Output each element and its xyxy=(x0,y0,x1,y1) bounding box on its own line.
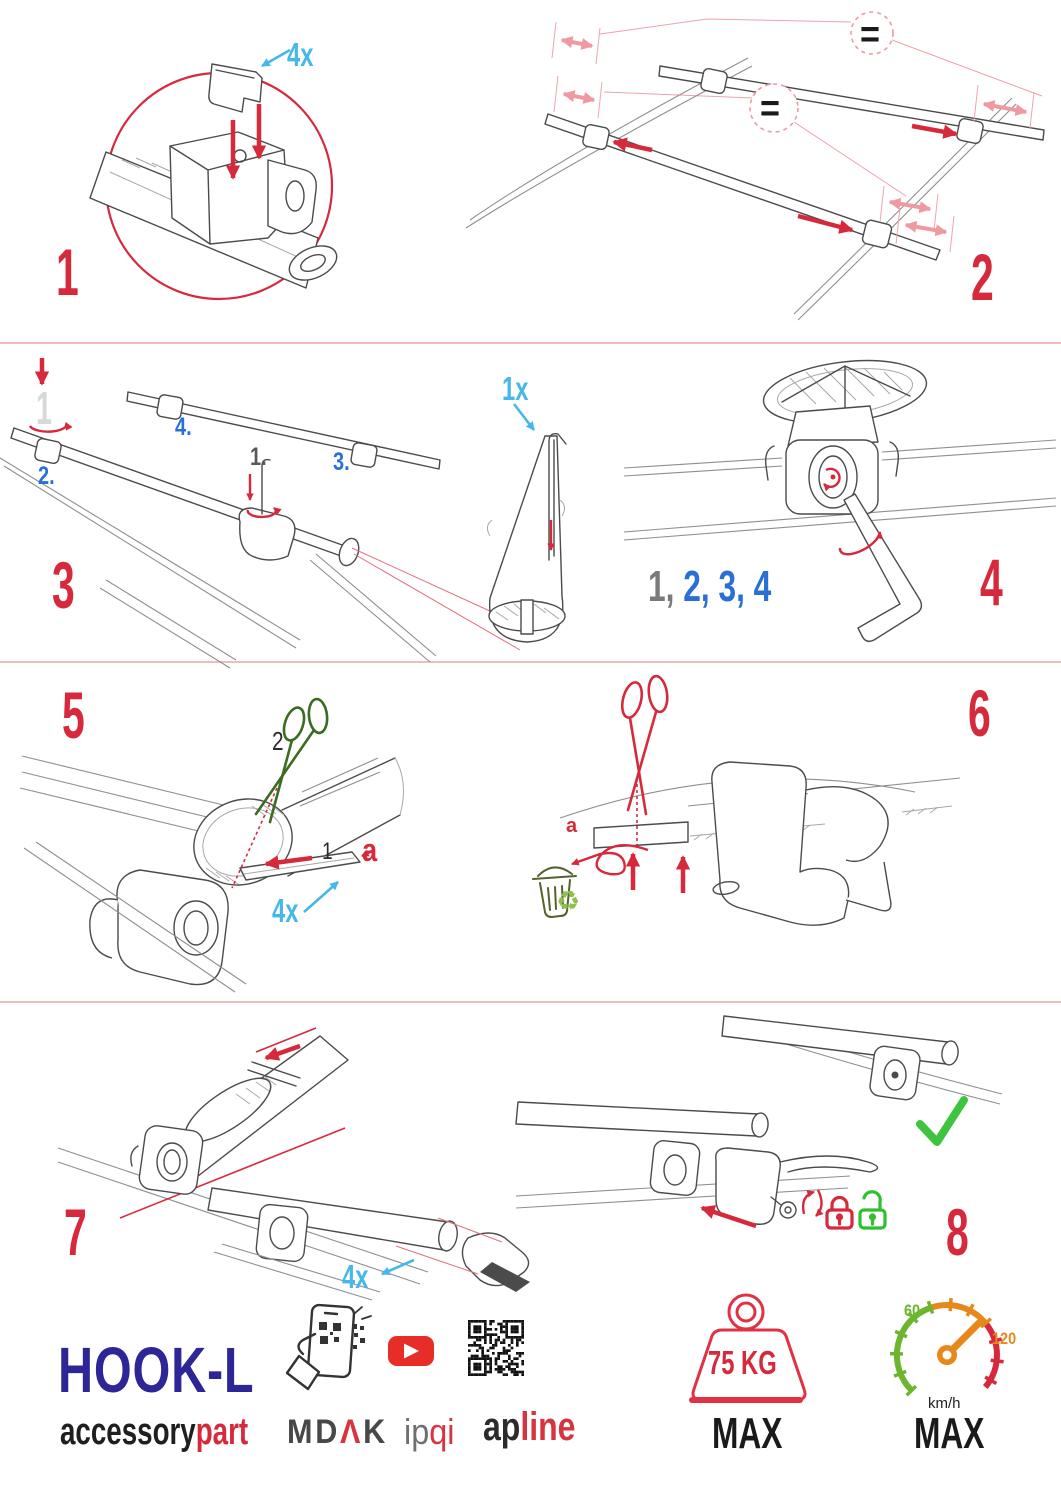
apline-ap: ap xyxy=(483,1405,521,1449)
step-number-6: 6 xyxy=(968,676,991,750)
qty-leader xyxy=(262,50,290,66)
discard-curl xyxy=(572,845,648,874)
mdak-caret: Λ xyxy=(340,1413,364,1451)
scissors-icon xyxy=(619,675,670,814)
step-number-5: 5 xyxy=(62,678,85,752)
foot xyxy=(861,219,892,249)
equals-symbol: = xyxy=(860,14,880,56)
step3-quantity: 1x xyxy=(502,370,529,407)
speed-high-label: 120 xyxy=(992,1329,1017,1348)
tighten-sequence xyxy=(648,562,772,611)
ipqi-qi: qi xyxy=(429,1411,455,1452)
crossbar xyxy=(208,1188,448,1250)
insert-order-label: 1 xyxy=(322,838,333,865)
rubber-strip xyxy=(594,822,688,848)
allen-key-magnifier xyxy=(487,434,566,642)
step8-lock xyxy=(516,1016,1002,1228)
step-number-2: 2 xyxy=(971,240,994,314)
brand-second: part xyxy=(195,1411,249,1453)
clip-part xyxy=(209,64,262,112)
qr-code xyxy=(468,1320,524,1376)
youtube-icon xyxy=(388,1336,434,1366)
step5-quantity: 4x xyxy=(272,892,299,929)
checkmark-icon xyxy=(920,1100,964,1142)
step2-alignment xyxy=(466,12,1044,320)
foot xyxy=(956,118,984,145)
mdak-k: K xyxy=(363,1413,388,1451)
lock-open-icon xyxy=(860,1192,885,1228)
swing-bracket xyxy=(268,160,316,234)
step-number-3: 3 xyxy=(52,548,75,622)
max-weight-label: MAX xyxy=(712,1409,783,1458)
step7-endcap xyxy=(58,1028,530,1300)
equals-symbol: = xyxy=(760,88,780,130)
brand-first: accessory xyxy=(60,1411,196,1453)
max-weight-value: 75 KG xyxy=(708,1344,777,1381)
foot xyxy=(700,68,728,95)
cut-order-label: 2 xyxy=(272,726,284,756)
key-icon xyxy=(780,1202,796,1218)
max-speed-label: MAX xyxy=(914,1409,985,1458)
allen-key-icon xyxy=(844,494,921,641)
brand-logo xyxy=(60,1413,248,1451)
speed-low-label: 60 xyxy=(904,1301,921,1320)
step7-quantity: 4x xyxy=(342,1258,369,1295)
step-number-4: 4 xyxy=(980,545,1003,619)
foot xyxy=(34,438,62,465)
qty-leader xyxy=(514,404,534,430)
ipqi-ip: ip xyxy=(404,1411,430,1452)
apline-line: line xyxy=(520,1405,576,1449)
crossbar xyxy=(516,1102,758,1136)
lock-cover xyxy=(716,1148,781,1224)
sequence-done: 1, xyxy=(648,562,675,611)
step1-quantity: 4x xyxy=(287,36,314,73)
phone-scan-icon xyxy=(287,1305,371,1389)
part-label-a: a xyxy=(566,815,578,837)
part-label-a: a xyxy=(362,832,378,868)
recycle-icon: ♻ xyxy=(556,886,581,916)
product-name: HOOK-L xyxy=(58,1334,255,1406)
step3-assembly xyxy=(0,358,566,668)
speed-unit: km/h xyxy=(928,1395,961,1412)
step6-trim-discard xyxy=(533,675,960,925)
qty-leader xyxy=(304,882,338,912)
step-number-1: 1 xyxy=(56,235,79,309)
order-label-4: 4. xyxy=(175,413,192,441)
sequence-todo: 2, 3, 4 xyxy=(674,562,772,611)
ghost-step-ref: 1 xyxy=(36,382,52,434)
lock-closed-icon xyxy=(827,1198,852,1229)
step-number-7: 7 xyxy=(64,1195,87,1269)
partner-logo-mdak xyxy=(287,1415,388,1449)
partner-logo-apline xyxy=(483,1407,575,1447)
foot xyxy=(582,124,610,151)
bar-end xyxy=(336,536,362,568)
foot xyxy=(350,442,377,468)
step1-detail-circle xyxy=(90,50,342,299)
order-label-2: 2. xyxy=(38,462,55,490)
step-number-8: 8 xyxy=(946,1195,969,1269)
order-label-3: 3. xyxy=(333,448,350,476)
mdak-md: MD xyxy=(287,1413,341,1451)
partner-logo-ipqi xyxy=(404,1411,455,1452)
order-label-1: 1. xyxy=(250,443,267,471)
